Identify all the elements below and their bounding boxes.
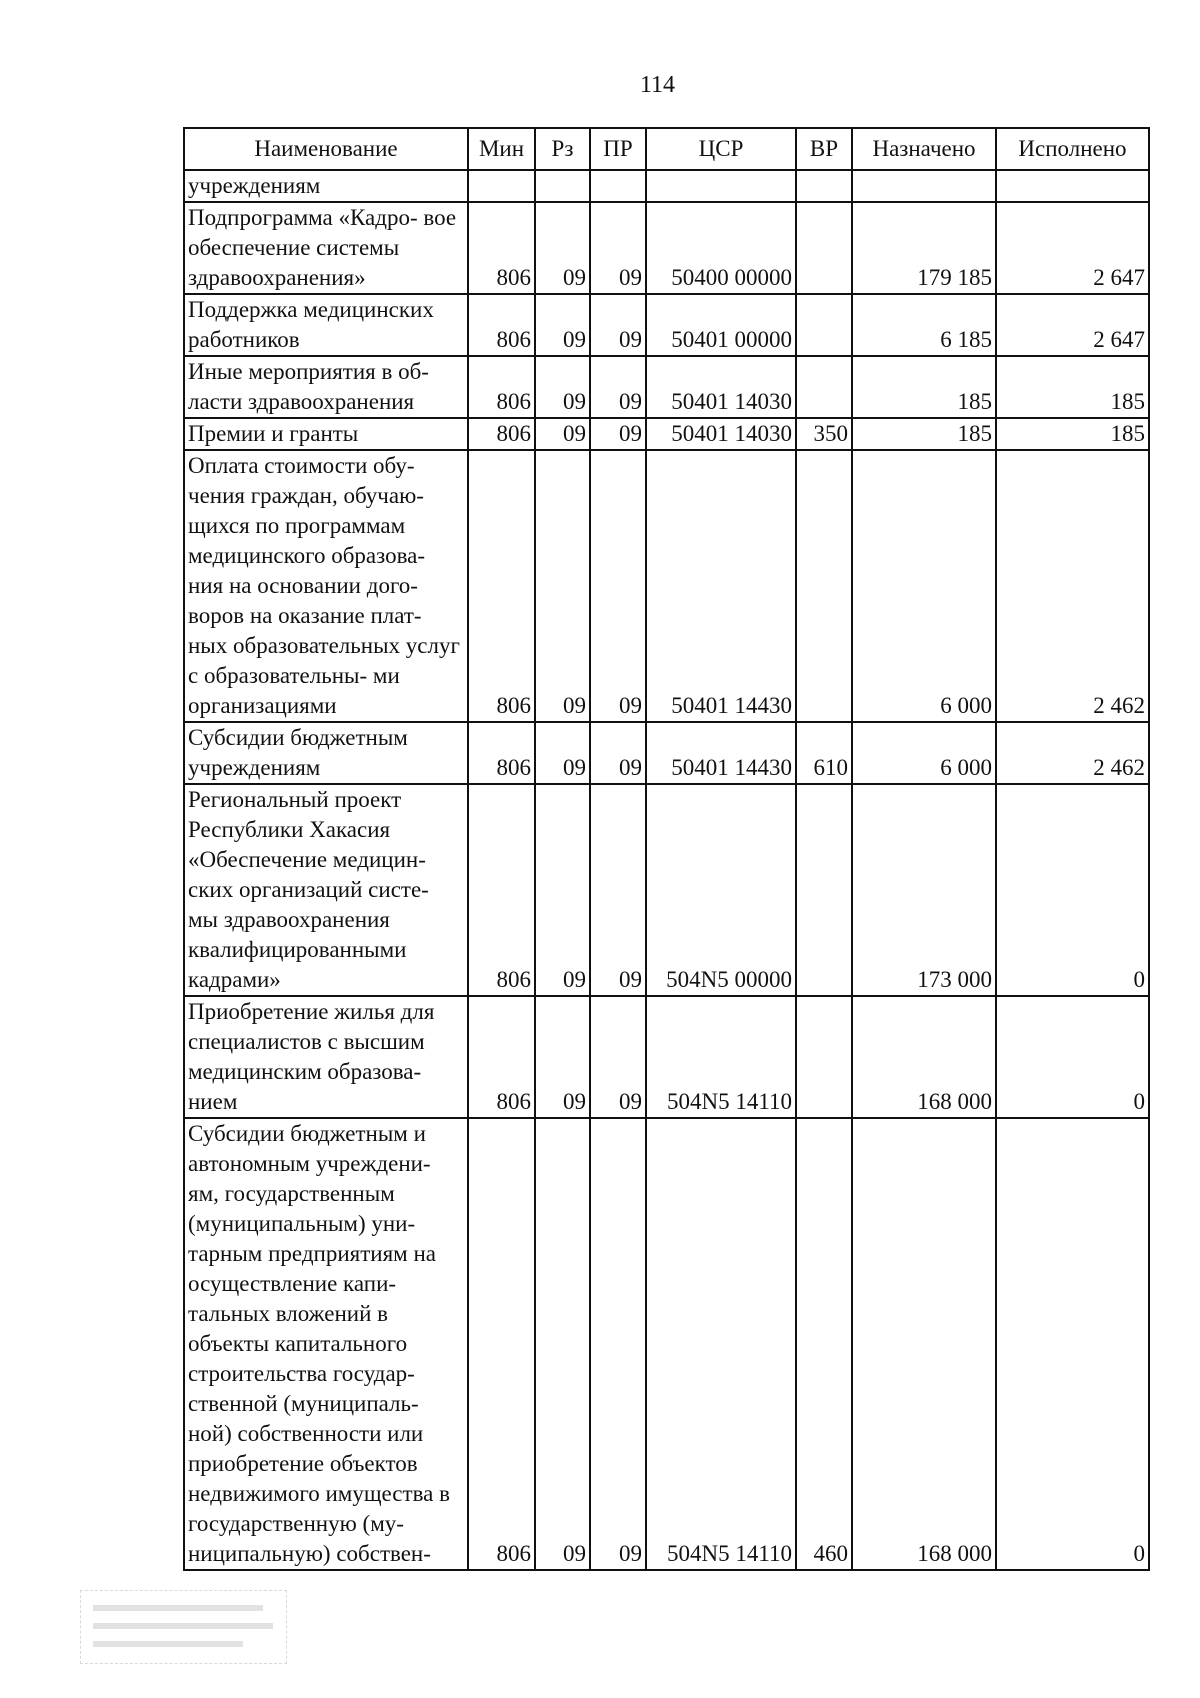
table-row [184, 450, 1149, 722]
table-row [184, 356, 1149, 418]
table-row [184, 996, 1149, 1118]
cell-csr: 50401 14030 [646, 356, 796, 418]
cell-min: 806 [468, 418, 535, 450]
cell-vr [796, 294, 852, 356]
cell-pr: 09 [590, 294, 646, 356]
cell-csr: 50401 14030 [646, 418, 796, 450]
table-row [184, 1118, 1149, 1570]
table-header-row [184, 128, 1149, 170]
cell-executed: 2 462 [996, 450, 1149, 722]
cell-assigned: 168 000 [852, 1118, 996, 1570]
library-stamp [80, 1590, 287, 1664]
cell-min: 806 [468, 294, 535, 356]
col-header-assigned: Назначено [852, 128, 996, 170]
cell-rz: 09 [535, 356, 590, 418]
cell-executed: 185 [996, 418, 1149, 450]
cell-rz: 09 [535, 722, 590, 784]
cell-min: 806 [468, 1118, 535, 1570]
cell-executed: 2 647 [996, 294, 1149, 356]
cell-assigned: 168 000 [852, 996, 996, 1118]
cell-min: 806 [468, 996, 535, 1118]
cell-rz: 09 [535, 418, 590, 450]
cell-rz: 09 [535, 996, 590, 1118]
cell-name: Субсидии бюджетным учреждениям [184, 722, 468, 784]
cell-pr: 09 [590, 450, 646, 722]
cell-name: Региональный проект Республики Хакасия «Обеспечение медицин- ских организаций систе- мы здравоохранения квалифицированными кадрами» [184, 784, 468, 996]
col-header-min: Мин [468, 128, 535, 170]
cell-csr: 50400 00000 [646, 202, 796, 294]
cell-min: 806 [468, 450, 535, 722]
cell-min: 806 [468, 784, 535, 996]
cell-vr [796, 784, 852, 996]
cell-rz: 09 [535, 1118, 590, 1570]
cell-name: Премии и гранты [184, 418, 468, 450]
col-header-csr: ЦСР [646, 128, 796, 170]
cell-min: 806 [468, 722, 535, 784]
cell-executed: 0 [996, 784, 1149, 996]
cell-assigned: 6 000 [852, 722, 996, 784]
table-row [184, 722, 1149, 784]
cell-vr [796, 170, 852, 202]
cell-name: Субсидии бюджетным и автономным учреждени- ям, государственным (муниципальным) уни- тарным предприятиям на осуществление капи- тальных вложений в объекты капитального строительства государ- ственной (муниципаль- ной) собственности или приобретение объектов недвижимого имущества в государственную (му- ниципальную) собствен- [184, 1118, 468, 1570]
cell-rz: 09 [535, 202, 590, 294]
cell-pr: 09 [590, 202, 646, 294]
cell-name: учреждениям [184, 170, 468, 202]
cell-pr: 09 [590, 356, 646, 418]
cell-pr: 09 [590, 996, 646, 1118]
table-row [184, 418, 1149, 450]
cell-vr: 610 [796, 722, 852, 784]
cell-pr: 09 [590, 418, 646, 450]
budget-table [183, 127, 1150, 1571]
col-header-vr: ВР [796, 128, 852, 170]
cell-csr: 504N5 00000 [646, 784, 796, 996]
cell-vr [796, 450, 852, 722]
cell-pr: 09 [590, 1118, 646, 1570]
cell-csr: 504N5 14110 [646, 996, 796, 1118]
cell-min: 806 [468, 356, 535, 418]
page-number: 114 [639, 72, 676, 98]
col-header-name: Наименование [184, 128, 468, 170]
cell-assigned: 6 000 [852, 450, 996, 722]
cell-rz: 09 [535, 294, 590, 356]
cell-assigned [852, 170, 996, 202]
cell-csr: 50401 14430 [646, 450, 796, 722]
cell-vr [796, 996, 852, 1118]
cell-executed: 2 462 [996, 722, 1149, 784]
col-header-executed: Исполнено [996, 128, 1149, 170]
cell-min [468, 170, 535, 202]
col-header-pr: ПР [590, 128, 646, 170]
cell-assigned: 173 000 [852, 784, 996, 996]
cell-rz: 09 [535, 450, 590, 722]
cell-pr: 09 [590, 784, 646, 996]
cell-assigned: 6 185 [852, 294, 996, 356]
cell-rz: 09 [535, 784, 590, 996]
cell-vr [796, 202, 852, 294]
cell-pr: 09 [590, 722, 646, 784]
cell-pr [590, 170, 646, 202]
table-body [184, 170, 1149, 1570]
cell-name: Оплата стоимости обу- чения граждан, обучаю- щихся по программам медицинского образова- ния на основании дого- воров на оказание плат- ных образовательных услуг с образовательны- ми организациями [184, 450, 468, 722]
col-header-rz: Рз [535, 128, 590, 170]
cell-executed: 0 [996, 996, 1149, 1118]
cell-csr [646, 170, 796, 202]
cell-vr: 350 [796, 418, 852, 450]
cell-name: Иные мероприятия в об- ласти здравоохранения [184, 356, 468, 418]
cell-executed: 185 [996, 356, 1149, 418]
cell-executed: 0 [996, 1118, 1149, 1570]
cell-name: Приобретение жилья для специалистов с высшим медицинским образова- нием [184, 996, 468, 1118]
cell-executed: 2 647 [996, 202, 1149, 294]
cell-vr: 460 [796, 1118, 852, 1570]
cell-assigned: 185 [852, 356, 996, 418]
cell-name: Поддержка медицинских работников [184, 294, 468, 356]
cell-rz [535, 170, 590, 202]
cell-csr: 50401 14430 [646, 722, 796, 784]
cell-csr: 504N5 14110 [646, 1118, 796, 1570]
cell-name: Подпрограмма «Кадро- вое обеспечение системы здравоохранения» [184, 202, 468, 294]
cell-csr: 50401 00000 [646, 294, 796, 356]
cell-assigned: 185 [852, 418, 996, 450]
table-row [184, 294, 1149, 356]
table-row [184, 202, 1149, 294]
cell-min: 806 [468, 202, 535, 294]
cell-executed [996, 170, 1149, 202]
cell-assigned: 179 185 [852, 202, 996, 294]
table-row [184, 784, 1149, 996]
cell-vr [796, 356, 852, 418]
table-row [184, 170, 1149, 202]
